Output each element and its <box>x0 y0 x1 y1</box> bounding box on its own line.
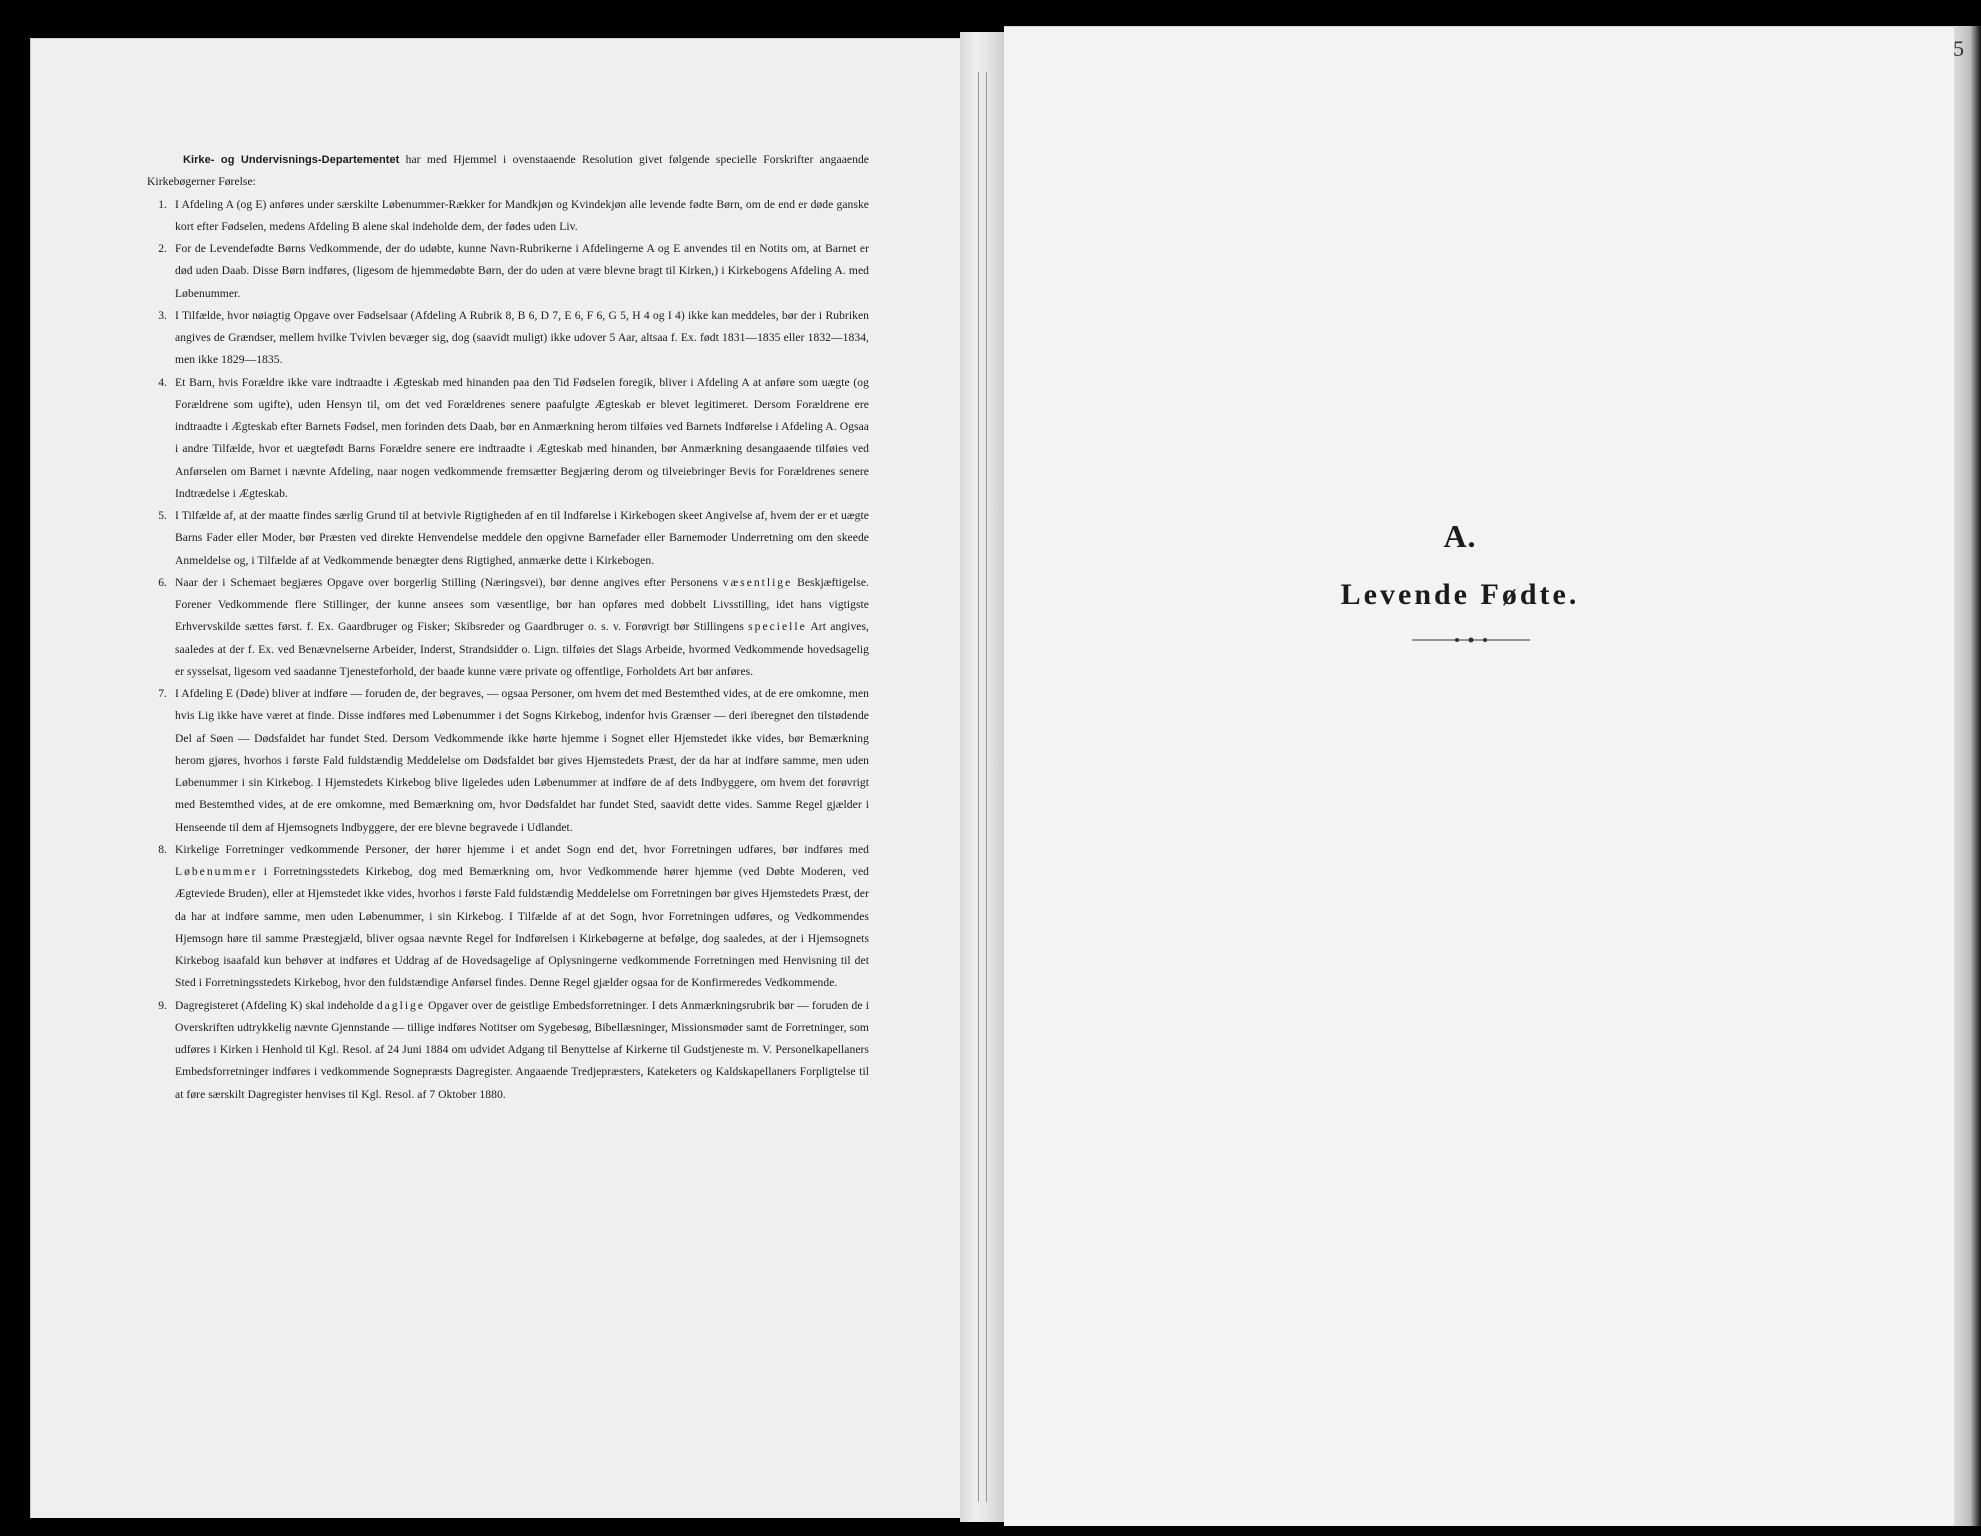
book-gutter <box>960 32 1004 1522</box>
rule-item-5 <box>147 505 869 572</box>
rules-text-block <box>147 149 869 1106</box>
rule-text-mid: Beskjæftigelse. Forener Vedkommende flere Stillinger, der kunne ansees som væsentlige, bør han opføres med dobbelt Livsstilling, idet hans vigtigste Erhvervskilde sættes først. f. Ex. Gaardbruger og Fisker; Skibsreder og Gaardbruger o. s. v. Forøvrigt bør Stillingens <box>175 575 869 634</box>
rule-item-9 <box>147 995 869 1106</box>
rule-number: 2. <box>158 242 167 255</box>
rule-number: 4. <box>158 375 167 389</box>
rule-number: 3. <box>158 308 167 322</box>
rule-text-emphasis: væsentlige <box>722 575 793 589</box>
rule-item-3 <box>147 305 869 372</box>
rule-item-7 <box>147 683 869 839</box>
intro-paragraph <box>147 149 869 194</box>
rule-item-4 <box>147 372 869 506</box>
section-title: Levende Fødte. <box>1340 578 1580 611</box>
rule-number: 1. <box>158 197 167 211</box>
rule-text-pre: Kirkelige Forretninger vedkommende Personer, der hører hjemme i et andet Sogn end det, hvor Forretningen udføres, bør indføres med <box>175 842 869 856</box>
rule-item-1 <box>147 194 869 239</box>
rule-text: I Afdeling A (og E) anføres under særskilte Løbenummer-Rækker for Mandkjøn og Kvindekjøn alle levende fødte Børn, om de end er døde ganske kort efter Fødselen, medens Afdeling B alene skal indeholde dem, der fødes uden Liv. <box>175 197 869 233</box>
rule-text: For de Levendefødte Børns Vedkommende, der do udøbte, kunne Navn-Rubrikerne i Afdelingerne A og E anvendes til en Notits om, at Barnet er død uden Daab. Disse Børn indføres, (ligesom de hjemmedøbte Børn, der do uden at være blevne bragt til Kirken,) i Kirkebogens Afdeling A. med Løbenummer. <box>175 242 869 300</box>
rule-item-8 <box>147 839 869 995</box>
rule-text-emphasis: specielle <box>748 620 807 634</box>
rule-text-mid: Opgaver over de geistlige Embedsforretninger. I dets Anmærkningsrubrik bør — foruden de i Overskriften udtrykkelig nævnte Gjennstande — tillige indføres Notitser om Sygebesøg, Bibellæsninger, Missionsmøder samt de Forretninger, som udføres i Kirken i Henhold til Kgl. Resol. af 24 Juni 1884 om udvidet Adgang til Benyttelse af Kirkerne til Gudstjeneste m. V. Personelkapellaners Embedsforretninger indføres i vedkommende Sognepræsts Dagregister. Angaaende Tredjepræsters, Kateketers og Kaldskapellaners Forpligtelse til at føre særskilt Dagregister henvises til Kgl. Resol. af 7 Oktober 1880. <box>175 998 869 1101</box>
rule-text-pre: Dagregisteret (Afdeling K) skal indeholde <box>175 998 377 1012</box>
rule-text-emphasis: Løbenummer <box>175 865 258 878</box>
rule-text: Et Barn, hvis Forældre ikke vare indtraadte i Ægteskab med hinanden paa den Tid Fødselen foregik, bliver i Afdeling A at anføre som uægte (og Forældrene som ugifte), uden Hensyn til, om det ved Forældrenes senere paafulgte Ægteskab er blevet legitimeret. Dersom Forældrene ere indtraadte i Ægteskab efter Barnets Fødsel, men forinden dets Daab, bør en Anmærkning herom tilføies ved Barnets Indførelse i Afdeling A. Ogsaa i andre Tilfælde, hvor et uægtefødt Barns Forældre senere ere indtraadte i Ægteskab med hinanden, bør Anmærkning desangaaende tilføies ved Anførselen om Barnet i nævnte Afdeling, naar nogen vedkommende fremsætter Begjæring derom og tilveiebringer Bevis for Forældrenes senere Indtrædelse i Ægteskab. <box>175 375 869 500</box>
page-folio-number: 5 <box>1953 36 1964 61</box>
rule-number: 8. <box>158 842 167 856</box>
ornament-rule-icon <box>1412 636 1530 644</box>
intro-text: har med Hjemmel i ovenstaaende Resolution givet følgende specielle Forskrifter angaaende Kirkebøgerner Førelse: <box>147 153 870 189</box>
section-letter: A. <box>1443 518 1477 554</box>
department-name: Kirke- og Undervisnings-Departementet <box>183 154 400 166</box>
rule-number: 7. <box>158 687 167 700</box>
rule-text-emphasis: daglige <box>376 998 425 1012</box>
rule-number: 9. <box>158 998 167 1012</box>
rule-text: I Afdeling E (Døde) bliver at indføre — foruden de, der begraves, — ogsaa Personer, om hvem det med Bestemthed vides, at de ere omkomne, men hvis Lig ikke have været at finde. Disse indføres med Løbenummer i det Sogns Kirkebog, indenfor hvis Grænser — deri iberegnet den tilstødende Del af Søen — Dødsfaldet har fundet Sted. Dersom Vedkommende ikke hørte hjemme i Sognet eller Hjemstedet ikke vides, bør Bemærkning herom gjøres, hvorhos i første Fald fuldstændig Meddelelse om Dødsfaldet bør gives Hjemstedets Præst, der da har at indføre samme, men uden Løbenummer i sin Kirkebog. I Hjemstedets Kirkebog blive ligeledes uden Løbenummer at indføre de af dets Indbyggere, om hvem det forøvrigt med Bestemthed vides, at de ere omkomne, med Bemærkning om, hvor Dødsfaldet har fundet Sted, saavidt dette vides. Samme Regel gjælder i Henseende til dem af Hjemsognets Indbyggere, der ere blevne begravede i Udlandet. <box>175 687 869 834</box>
rule-text: I Tilfælde af, at der maatte findes særlig Grund til at betvivle Rigtigheden af en til Indførelse i Kirkebogen skeet Angivelse af, hvem der er et uægte Barns Fader eller Moder, bør Præsten ved direkte Henvendelse meddele den opgivne Barnefader eller Barnemoder Underretning om den skeede Anmeldelse og, i Tilfælde af at Vedkommende benægter dens Rigtighed, anmærke dette i Kirkebogen. <box>175 509 869 567</box>
rule-text-pre: Naar der i Schemaet begjæres Opgave over borgerlig Stilling (Næringsvei), bør denne angives efter Personens <box>175 575 723 589</box>
rule-text-post: Art angives, saaledes at der f. Ex. ved Benævnelserne Arbeider, Inderst, Strandsidder o. Lign. tilføies det Slags Arbeide, hvormed Vedkommende hovedsagelig er sysselsat, ligesom ved saadanne Tjenesteforhold, der baade kunne være private og offentlige, Forholdets Art bør anføres. <box>175 620 869 678</box>
rule-item-2 <box>147 238 869 305</box>
rules-list <box>147 194 869 1106</box>
page-edge <box>1954 26 1981 1526</box>
rule-number: 5. <box>158 509 167 522</box>
right-page <box>1004 26 1954 1526</box>
rule-item-6 <box>147 572 869 683</box>
rule-text-mid: i Forretningsstedets Kirkebog, dog med Bemærkning om, hvor Vedkommende hører hjemme (ved Døbte Moderen, ved Ægteviede Bruden), eller at Hjemstedet ikke vides, hvorhos i første Fald fuldstændig Meddelelse om Forretningen bør gives Hjemstedets Præst, der da har at indføre samme, men uden Løbenummer, i sin Kirkebog. I Tilfælde af at det Sogn, hvor Forretningen udføres, og Vedkommendes Hjemsogn høre til samme Præstegjæld, bliver ogsaa nævnte Regel for Indførelsen i Kirkebøgerne at befølge, dog saaledes, at der i Hjemsognets Kirkebog isaafald kun behøver at indføres et Uddrag af de Hovedsagelige af Oplysningerne vedkommende Forretningen med Henvisning til det Sted i Forretningsstedets Kirkebog, hvor den fuldstændige Anførsel findes. Denne Regel gjælder ogsaa for de Konfirmeredes Vedkommende. <box>175 865 869 990</box>
rule-number: 6. <box>158 575 167 589</box>
rule-text: I Tilfælde, hvor nøiagtig Opgave over Fødselsaar (Afdeling A Rubrik 8, B 6, D 7, E 6, F 6, G 5, H 4 og I 4) ikke kan meddeles, bør der i Rubriken angives de Grændser, mellem hvilke Tvivlen bevæger sig, dog (saavidt muligt) ikke udover 5 Aar, altsaa f. Ex. født 1831—1835 eller 1832—1834, men ikke 1829—1835. <box>175 308 869 367</box>
